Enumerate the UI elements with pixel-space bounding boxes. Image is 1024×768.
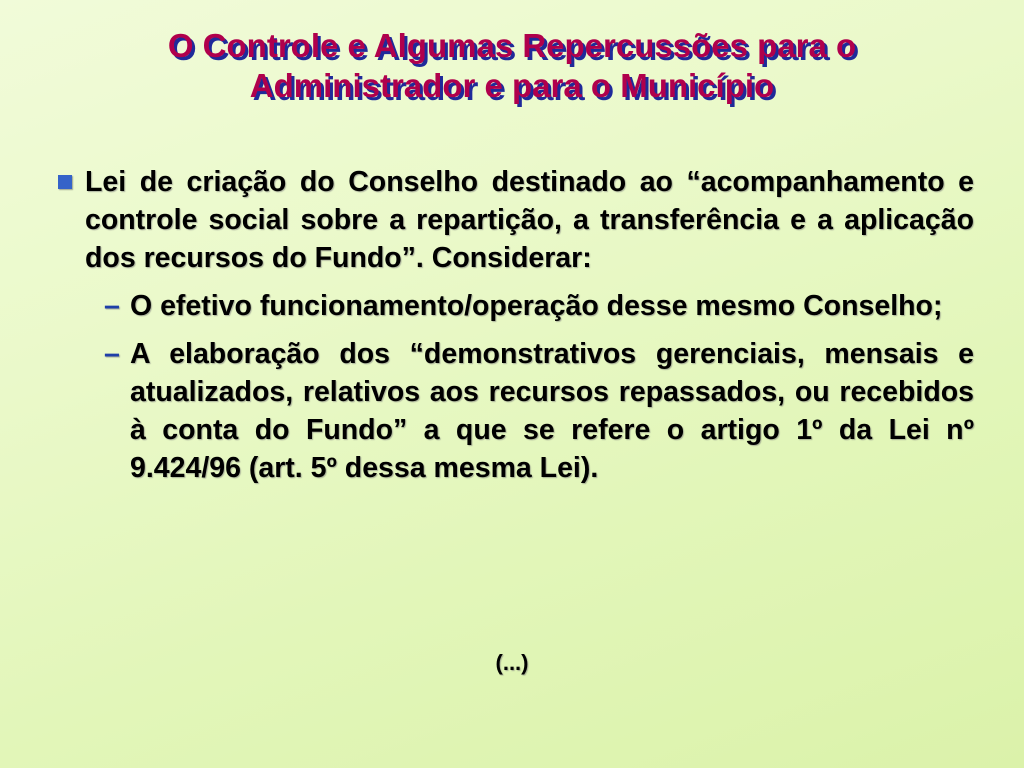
continuation-ellipsis: (...) [495,650,529,675]
sub-item-text: A elaboração dos “demonstrativos gerenciais, mensais e atualizados, relativos aos recursos repassados, ou recebidos à conta do Fundo” a que se refere o artigo 1º da Lei nº 9.424/96 (art. 5º dessa mesma Lei). [130,338,974,484]
dash-icon: – [104,290,120,322]
bullet-text: Lei de criação do Conselho destinado ao “acompanhamento e controle social sobre a repartição, a transferência e a aplicação dos recursos do Fundo”. Considerar: [85,166,974,274]
sub-item-2 [104,335,974,487]
square-bullet-icon [58,175,72,189]
bullet-item [52,163,974,277]
slide-title [40,26,984,106]
sub-list [52,287,974,487]
slide-title-line-1: O Controle e Algumas Repercussões para o [167,27,857,64]
sub-item-1 [104,287,974,325]
slide-content [52,163,974,497]
slide-title-line-2: Administrador e para o Município [249,67,775,104]
sub-item-text: O efetivo funcionamento/operação desse mesmo Conselho; [130,290,943,322]
dash-icon: – [104,338,120,370]
